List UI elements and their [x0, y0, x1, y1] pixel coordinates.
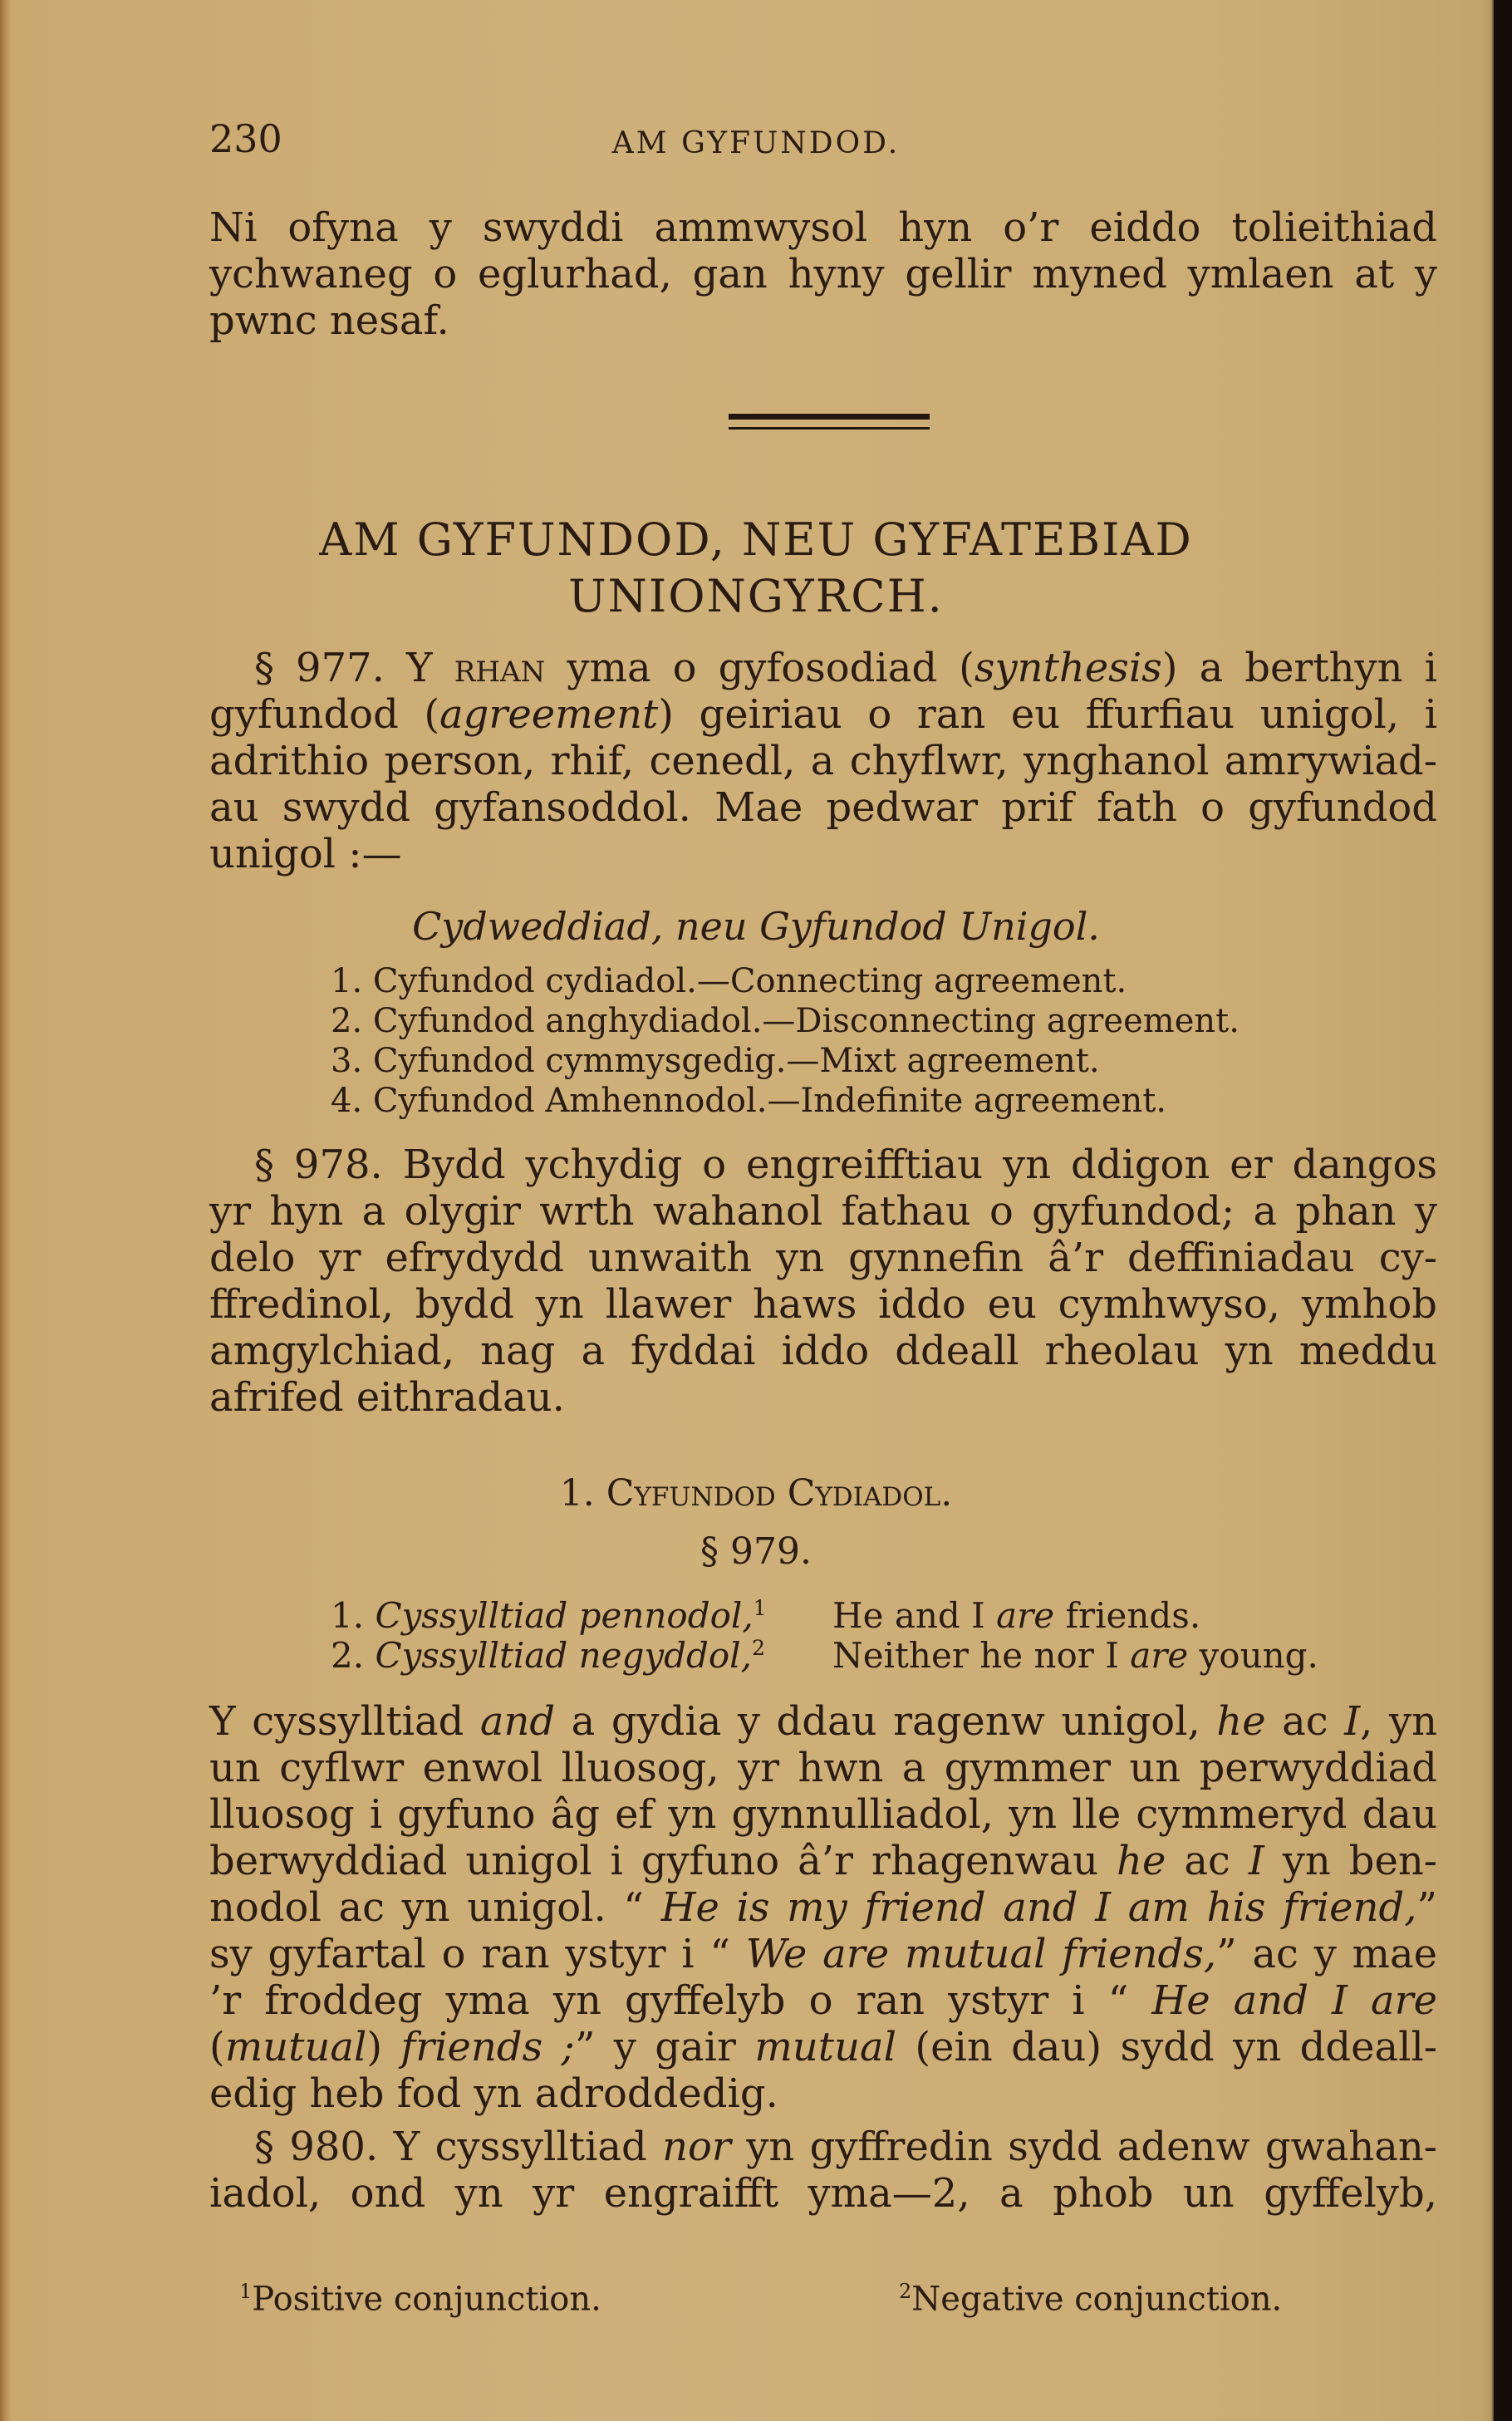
text-line: ychwaneg o eglurhad, gan hyny gellir myned ymlaen at y — [209, 251, 1437, 297]
list-item: 1. Cyfundod cydiadol.—Connecting agreement. — [331, 962, 1127, 1000]
page-edge-shadow — [1494, 0, 1512, 2421]
running-head: AM GYFUNDOD. — [611, 126, 901, 160]
page-number: 230 — [209, 116, 282, 161]
list-item: 4. Cyfundod Amhennodol.—Indefinite agreement. — [331, 1082, 1167, 1120]
list-heading: Cydweddiad, neu Gyfundod Unigol. — [412, 904, 1100, 949]
section-mark: § 977. — [254, 645, 385, 691]
text-line: pwnc nesaf. — [209, 297, 449, 344]
example-label: 1. Cyssylltiad pennodol,$^1$ — [331, 1595, 767, 1636]
example-sentence: He and I are friends. — [832, 1595, 1201, 1636]
section-title-line1: AM GYFUNDOD, NEU GYFATEBIAD — [319, 513, 1193, 566]
list-item: 2. Cyfundod anghydiadol.—Disconnecting agreement. — [331, 1002, 1240, 1040]
section-979-mark: § 979. — [700, 1530, 812, 1573]
subsection-heading: 1. Cyfundod Cydiadol. — [559, 1472, 953, 1515]
footnote-2: $^2$Negative conjunction. — [899, 2280, 1283, 2319]
footnote-1: $^1$Positive conjunction. — [239, 2280, 601, 2319]
section-rule-thick — [729, 414, 930, 420]
book-page: 230 AM GYFUNDOD. Ni ofyna y swyddi ammwysol hyn o’r eiddo tolieithiad ychwaneg o eglurhad, gan hyny gellir myned ymlaen at y pwnc nesaf. AM GYFUNDOD, NEU GYFATEBIAD UNIONGYRCH. § 977. Y rhan yma o gyfosodiad (synthesis) a berthyn i gyfundod (agreement) geiriau o ran eu ffurfiau unigol, i adrithio person, rhif, cenedl, a chyflwr, ynghanol amrywiad- au swydd gyfansoddol. Mae pedwar prif fath o gyfundod unigol :— Cydweddiad, neu Gyfundod Unigol. 1. Cyfundod cydiadol.—Connecting agreement. 2. Cyfundod anghydiadol.—Disconnecting agreement. 3. Cyfundod cymmysgedig.—Mixt agreement. 4. Cyfundod Amhennodol.—Indefinite agreement. § 978. Bydd ychydig o engreifftiau yn ddigon er dangos yr hyn a olygir wrth wahanol fathau o gyfundod; a phan y delo yr efrydydd unwaith yn gynnefin â’r deffiniadau cy- ffredinol, bydd yn llawer haws iddo eu cymhwyso, ymhob amgylchiad, nag a fyddai iddo ddeall rheolau yn meddu afrifed eithradau. 1. Cyfundod Cydiadol. § 979. 1. Cyssylltiad pennodol,$^1$ He and I are friends. 2. Cyssylltiad negyddol,$^2$ Neither he nor I are young. Y cyssylltiad and a gydia y ddau ragenw unigol, he ac I, yn un cyflwr enwol lluosog, yr hwn a gymmer un perwyddiad lluosog i gyfuno âg ef yn gynnulliadol, yn lle cymmeryd dau berwyddiad unigol i gyfuno â’r rhagenwau he ac I yn ben- nodol ac yn unigol. “ He is my friend and I am his friend,” sy gyfartal o ran ystyr i “ We are mutual friends,” ac y mae ’r froddeg yma yn gyffelyb o ran ystyr i “ He and I are (mutual) friends ;” y gair mutual (ein dau) sydd yn ddeall- edig heb fod yn adroddedig. § 980. Y cyssylltiad nor yn gyffredin sydd adenw gwahan- iadol, ond yn yr engraifft yma—2, a phob un gyffelyb, $^1$Positive conjunction. $^2$Negative conjunction. — [0, 0, 1512, 2421]
section-rule-thin — [729, 427, 930, 430]
list-item: 3. Cyfundod cymmysgedig.—Mixt agreement. — [331, 1042, 1100, 1080]
example-label: 2. Cyssylltiad negyddol,$^2$ — [331, 1635, 765, 1676]
text-line: Ni ofyna y swyddi ammwysol hyn o’r eiddo tolieithiad — [209, 204, 1437, 251]
example-sentence: Neither he nor I are young. — [832, 1635, 1318, 1676]
section-title-line2: UNIONGYRCH. — [568, 570, 944, 622]
